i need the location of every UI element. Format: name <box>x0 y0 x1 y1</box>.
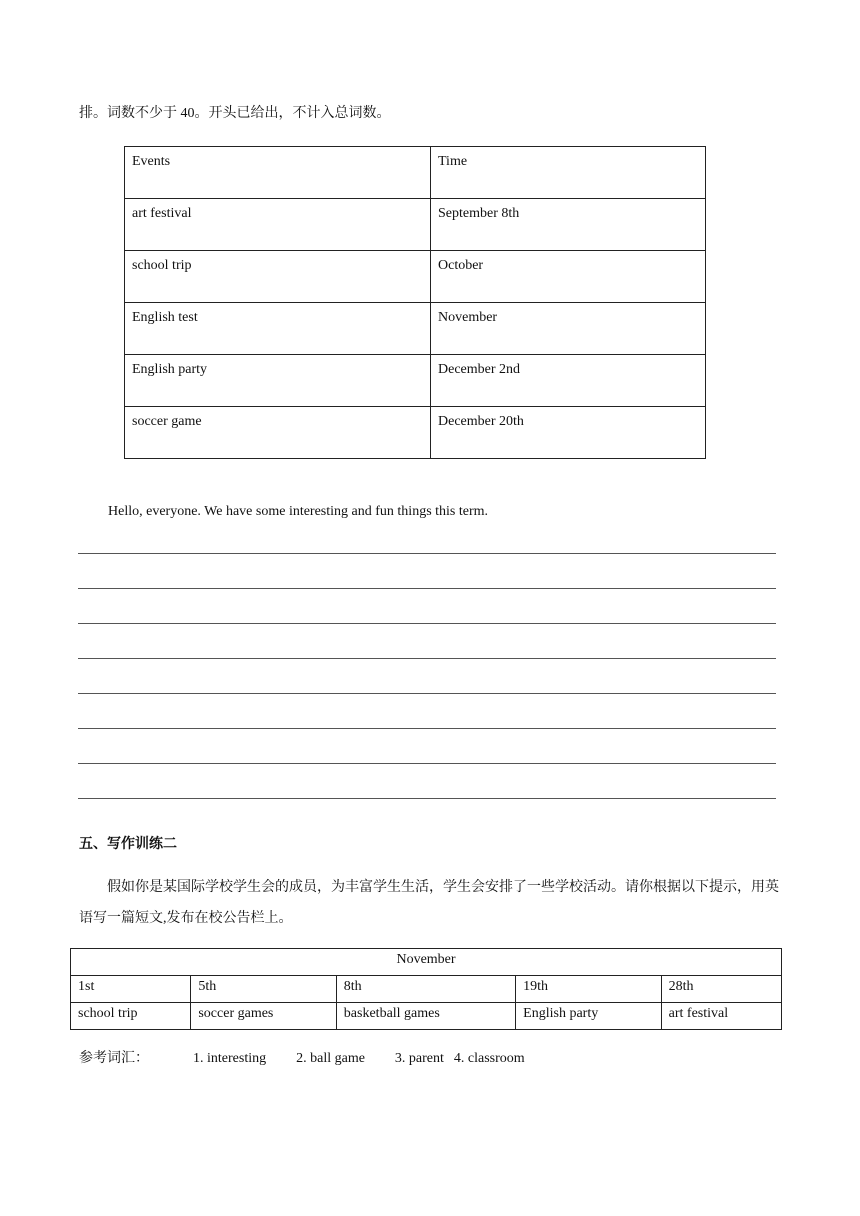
time-cell: November <box>431 303 706 355</box>
november-table <box>70 948 782 1030</box>
writing-line[interactable] <box>78 693 776 694</box>
event-cell: English test <box>125 303 431 355</box>
events-table <box>124 146 706 459</box>
time-cell: October <box>431 251 706 303</box>
vocab-line <box>79 1047 525 1067</box>
time-cell: December 2nd <box>431 355 706 407</box>
section-title: 五、写作训练二 <box>79 836 177 852</box>
event-cell: art festival <box>125 199 431 251</box>
vocab-item: 3. parent <box>394 1051 444 1066</box>
activity-cell: basketball games <box>336 1003 515 1030</box>
header-events: Events <box>125 147 431 199</box>
month-title: November <box>71 949 782 976</box>
writing-line[interactable] <box>78 623 776 624</box>
opening-line: Hello, everyone. We have some interesting and fun things this term. <box>108 504 489 519</box>
date-cell: 19th <box>516 976 661 1003</box>
activity-cell: school trip <box>71 1003 191 1030</box>
date-cell: 5th <box>191 976 336 1003</box>
table-row <box>125 199 706 251</box>
prompt-paragraph <box>79 872 779 934</box>
time-cell: September 8th <box>431 199 706 251</box>
time-cell: December 20th <box>431 407 706 459</box>
writing-line[interactable] <box>78 798 776 799</box>
event-cell: English party <box>125 355 431 407</box>
vocab-item: 1. interesting <box>193 1051 267 1066</box>
writing-line[interactable] <box>78 728 776 729</box>
intro-text: 排。词数不少于 40。开头已给出，不计入总词数。 <box>79 106 391 121</box>
vocab-item: 2. ball game <box>296 1051 365 1066</box>
date-cell: 1st <box>71 976 191 1003</box>
dates-row <box>71 976 782 1003</box>
table-row <box>125 407 706 459</box>
activities-row <box>71 1003 782 1030</box>
activity-cell: art festival <box>661 1003 781 1030</box>
table-row <box>125 355 706 407</box>
vocab-label: 参考词汇： <box>79 1051 149 1066</box>
table-header-row <box>125 147 706 199</box>
header-time: Time <box>431 147 706 199</box>
event-cell: school trip <box>125 251 431 303</box>
writing-line[interactable] <box>78 763 776 764</box>
date-cell: 8th <box>336 976 515 1003</box>
activity-cell: soccer games <box>191 1003 336 1030</box>
writing-line[interactable] <box>78 588 776 589</box>
month-header-row <box>71 949 782 976</box>
vocab-item: 4. classroom <box>453 1051 525 1066</box>
activity-cell: English party <box>516 1003 661 1030</box>
event-cell: soccer game <box>125 407 431 459</box>
table-row <box>125 251 706 303</box>
table-row <box>125 303 706 355</box>
prompt-text: 假如你是某国际学校学生会的成员，为丰富学生生活，学生会安排了一些学校活动。请你根据以下提示，用英语写一篇短文,发布在校公告栏上。 <box>79 880 779 926</box>
date-cell: 28th <box>661 976 781 1003</box>
writing-line[interactable] <box>78 658 776 659</box>
writing-line[interactable] <box>78 553 776 554</box>
